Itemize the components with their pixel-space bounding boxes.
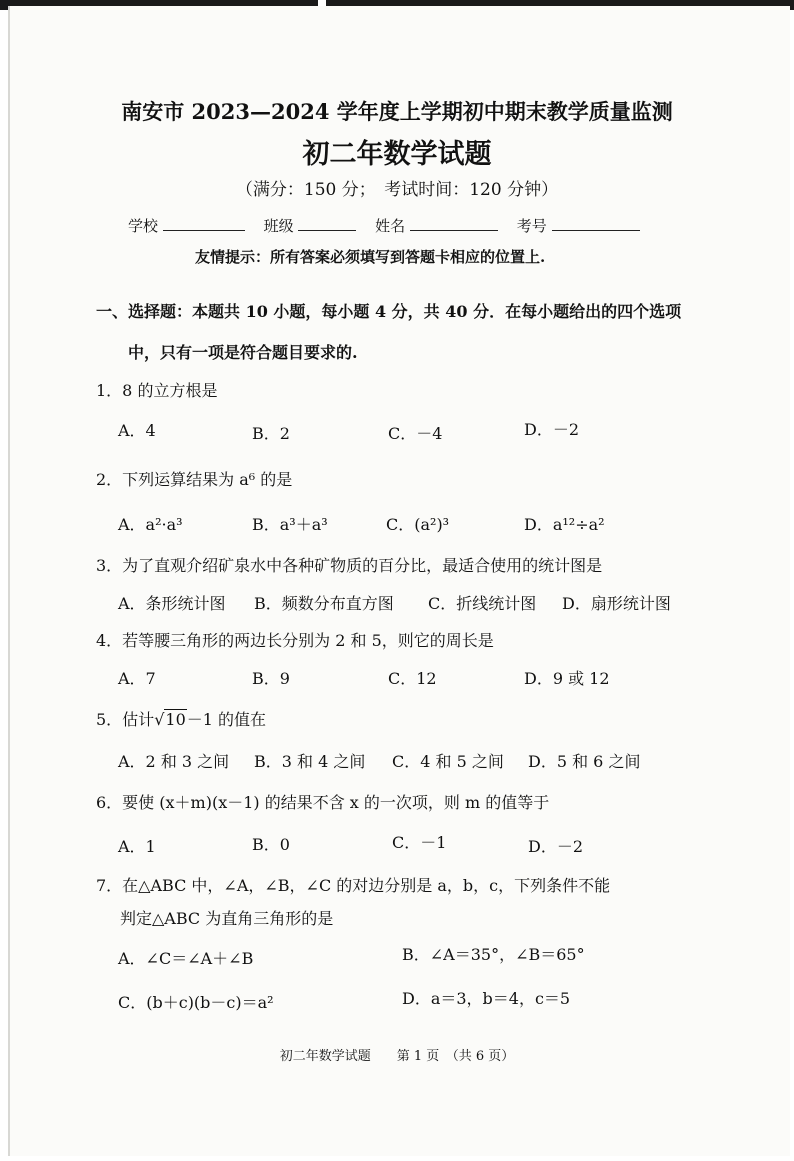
q4-option-b: B．9 <box>252 669 290 688</box>
q5-stem-pre: 5．估计 <box>96 710 155 729</box>
student-info-line <box>128 215 654 236</box>
q7-option-b: B．∠A＝35°，∠B＝65° <box>402 945 585 964</box>
q5-option-b: B．3 和 4 之间 <box>254 752 366 771</box>
question-5-stem <box>96 707 266 730</box>
q5-option-c: C．4 和 5 之间 <box>392 752 504 771</box>
q3-option-c: C．折线统计图 <box>428 594 537 613</box>
q4-option-c: C．12 <box>388 669 437 688</box>
q4-option-d: D．9 或 12 <box>524 669 610 688</box>
name-field[interactable] <box>410 216 498 231</box>
q2-option-c: C．(a²)³ <box>386 515 450 534</box>
q6-option-d: D．－2 <box>528 837 584 856</box>
q1-option-d: D．－2 <box>524 420 580 439</box>
question-6-stem: 6．要使 (x＋m)(x－1) 的结果不含 x 的一次项，则 m 的值等于 <box>96 793 550 812</box>
question-2-stem: 2．下列运算结果为 a⁶ 的是 <box>96 470 293 489</box>
exam-title-line1: 南安市 2023—2024 学年度上学期初中期末教学质量监测 <box>121 99 673 124</box>
q6-option-b: B．0 <box>252 835 290 854</box>
sqrt-symbol: √ <box>154 710 165 729</box>
q3-option-d: D．扇形统计图 <box>562 594 671 613</box>
q7-option-a: A．∠C＝∠A＋∠B <box>118 949 254 968</box>
q3-option-b: B．频数分布直方图 <box>254 594 394 613</box>
class-field[interactable] <box>298 216 356 231</box>
q1-option-a: A．4 <box>118 421 156 440</box>
q1-option-c: C．－4 <box>388 424 443 443</box>
section-heading-line2: 中，只有一项是符合题目要求的. <box>128 343 358 362</box>
q7-option-c: C．(b＋c)(b－c)＝a² <box>118 993 274 1012</box>
q4-option-a: A．7 <box>118 669 156 688</box>
name-label: 姓名 <box>375 217 406 235</box>
school-field[interactable] <box>163 216 245 231</box>
q3-option-a: A．条形统计图 <box>118 594 226 613</box>
exam-title-line2: 初二年数学试题 <box>302 139 492 170</box>
q6-option-a: A．1 <box>118 837 156 856</box>
class-label: 班级 <box>263 217 294 235</box>
q5-option-a: A．2 和 3 之间 <box>118 752 230 771</box>
exam-meta: （满分：150 分； 考试时间：120 分钟） <box>235 180 559 200</box>
q2-option-b: B．a³＋a³ <box>252 515 328 534</box>
section-heading-line1: 一、选择题：本题共 10 小题，每小题 4 分，共 40 分．在每小题给出的四个选项 <box>96 302 682 321</box>
page-footer: 初二年数学试题 第 1 页 （共 6 页） <box>279 1049 515 1064</box>
question-4-stem: 4．若等腰三角形的两边长分别为 2 和 5，则它的周长是 <box>96 631 494 650</box>
school-label: 学校 <box>128 217 159 235</box>
q7-option-d: D．a＝3，b＝4，c＝5 <box>402 989 571 1008</box>
q5-radicand: 10 <box>165 710 186 729</box>
answer-tip: 友情提示：所有答案必须填写到答题卡相应的位置上. <box>195 248 546 266</box>
q2-option-a: A．a²·a³ <box>118 515 183 534</box>
question-7-stem-line1: 7．在△ABC 中，∠A，∠B，∠C 的对边分别是 a，b，c，下列条件不能 <box>96 876 611 895</box>
q2-option-d: D．a¹²÷a² <box>524 515 605 534</box>
q6-option-c: C．－1 <box>392 833 447 852</box>
exam-no-field[interactable] <box>552 216 640 231</box>
question-1-stem: 1．8 的立方根是 <box>96 381 218 400</box>
question-3-stem: 3．为了直观介绍矿泉水中各种矿物质的百分比，最适合使用的统计图是 <box>96 556 603 575</box>
q5-stem-post: －1 的值在 <box>186 710 267 729</box>
q1-option-b: B．2 <box>252 424 290 443</box>
exam-no-label: 考号 <box>516 217 547 235</box>
q5-option-d: D．5 和 6 之间 <box>528 752 641 771</box>
question-7-stem-line2: 判定△ABC 为直角三角形的是 <box>120 909 334 928</box>
